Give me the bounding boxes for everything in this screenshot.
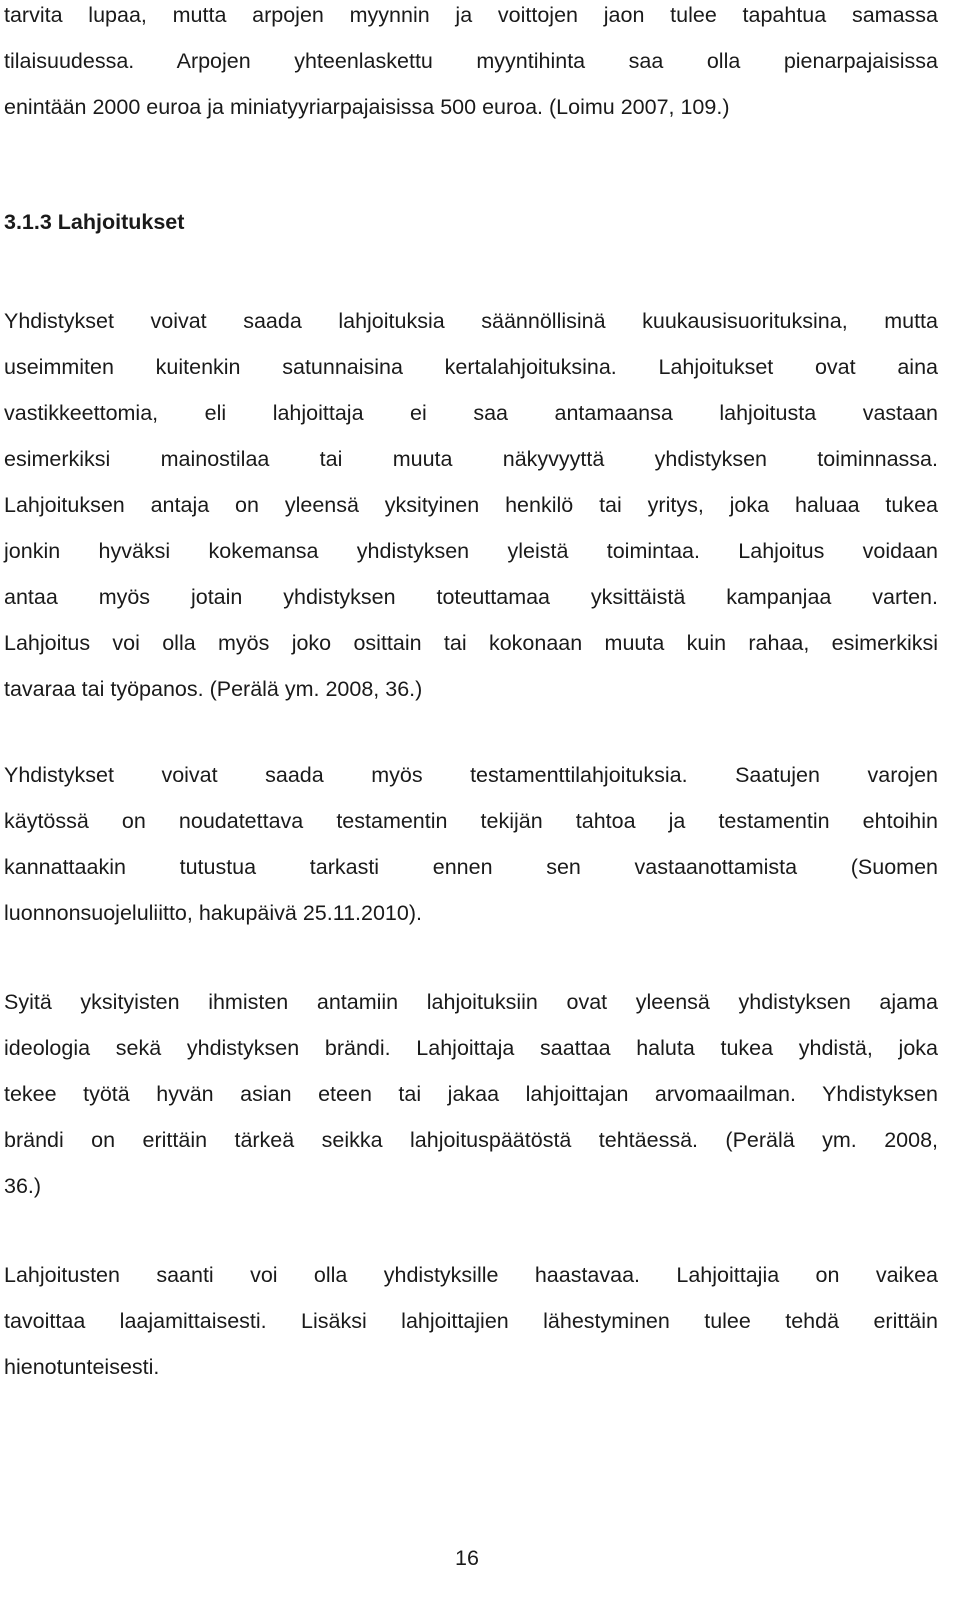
text-line: Lahjoitusten saanti voi olla yhdistyksille haastavaa. Lahjoittajia on vaikea bbox=[4, 1263, 938, 1287]
text-line: jonkin hyväksi kokemansa yhdistyksen yleistä toimintaa. Lahjoitus voidaan bbox=[4, 539, 938, 563]
text-line: antaa myös jotain yhdistyksen toteuttamaa yksittäistä kampanjaa varten. bbox=[4, 585, 938, 609]
text-line: tavaraa tai työpanos. (Perälä ym. 2008, 36.) bbox=[4, 677, 423, 701]
text-line: Lahjoituksen antaja on yleensä yksityinen henkilö tai yritys, joka haluaa tukea bbox=[4, 493, 938, 517]
text-line: tarvita lupaa, mutta arpojen myynnin ja voittojen jaon tulee tapahtua samassa bbox=[4, 3, 938, 27]
text-line: useimmiten kuitenkin satunnaisina kertalahjoituksina. Lahjoitukset ovat aina bbox=[4, 355, 938, 379]
page-number: 16 bbox=[455, 1546, 479, 1570]
text-line: Syitä yksityisten ihmisten antamiin lahjoituksiin ovat yleensä yhdistyksen ajama bbox=[4, 990, 938, 1014]
text-line: tilaisuudessa. Arpojen yhteenlaskettu myyntihinta saa olla pienarpajaisissa bbox=[4, 49, 938, 73]
text-line: Yhdistykset voivat saada lahjoituksia säännöllisinä kuukausisuorituksina, mutta bbox=[4, 309, 938, 333]
text-line: Yhdistykset voivat saada myös testamenttilahjoituksia. Saatujen varojen bbox=[4, 763, 938, 787]
text-line: käytössä on noudatettava testamentin tekijän tahtoa ja testamentin ehtoihin bbox=[4, 809, 938, 833]
text-line: tavoittaa laajamittaisesti. Lisäksi lahjoittajien lähestyminen tulee tehdä erittäin bbox=[4, 1309, 938, 1333]
section-heading: 3.1.3 Lahjoitukset bbox=[4, 210, 185, 234]
text-line: esimerkiksi mainostilaa tai muuta näkyvyyttä yhdistyksen toiminnassa. bbox=[4, 447, 938, 471]
text-line: 36.) bbox=[4, 1174, 42, 1198]
text-line: tekee työtä hyvän asian eteen tai jakaa lahjoittajan arvomaailman. Yhdistyksen bbox=[4, 1082, 938, 1106]
text-line: ideologia sekä yhdistyksen brändi. Lahjoittaja saattaa haluta tukea yhdistä, joka bbox=[4, 1036, 938, 1060]
text-line: kannattaakin tutustua tarkasti ennen sen vastaanottamista (Suomen bbox=[4, 855, 938, 879]
text-line: luonnonsuojeluliitto, hakupäivä 25.11.2010). bbox=[4, 901, 422, 925]
text-line: vastikkeettomia, eli lahjoittaja ei saa antamaansa lahjoitusta vastaan bbox=[4, 401, 938, 425]
text-line: brändi on erittäin tärkeä seikka lahjoituspäätöstä tehtäessä. (Perälä ym. 2008, bbox=[4, 1128, 938, 1152]
text-line: enintään 2000 euroa ja miniatyyriarpajaisissa 500 euroa. (Loimu 2007, 109.) bbox=[4, 95, 730, 119]
text-line: Lahjoitus voi olla myös joko osittain tai kokonaan muuta kuin rahaa, esimerkiksi bbox=[4, 631, 938, 655]
text-line: hienotunteisesti. bbox=[4, 1355, 160, 1379]
